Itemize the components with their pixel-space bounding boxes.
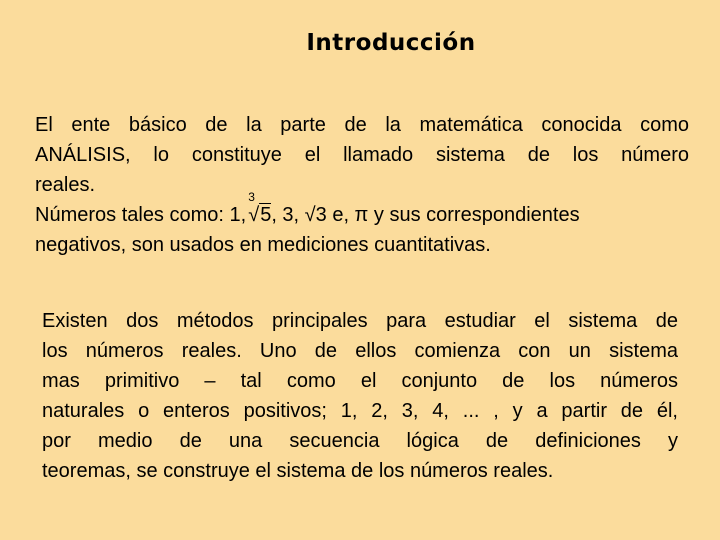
cube-root-5 — [248, 190, 272, 230]
paragraph-line: mas primitivo – tal como el conjunto de los números — [42, 370, 678, 392]
slide-title: Introducción — [306, 30, 476, 56]
methods-paragraph — [42, 306, 678, 486]
paragraph-line: teoremas, se construye el sistema de los números reales. — [42, 460, 554, 482]
paragraph-line: los números reales. Uno de ellos comienza con un sistema — [42, 340, 678, 362]
cube-root-index: 3 — [248, 190, 255, 204]
numbers-suffix: , 3, √3 e, π y sus correspondientes — [271, 204, 580, 226]
radical-sign: √ — [248, 204, 260, 226]
cube-root-radicand: 5 — [260, 204, 272, 226]
intro-paragraph — [35, 110, 689, 260]
paragraph-line: ANÁLISIS, lo constituye el llamado sistema de los número — [35, 144, 689, 166]
paragraph-line-numbers — [35, 190, 689, 230]
numbers-prefix: Números tales como: 1, — [35, 204, 247, 226]
paragraph-line: El ente básico de la parte de la matemática conocida como — [35, 114, 689, 136]
paragraph-line: Existen dos métodos principales para estudiar el sistema de — [42, 310, 678, 332]
paragraph-line: por medio de una secuencia lógica de definiciones y — [42, 430, 678, 452]
paragraph-line: naturales o enteros positivos; 1, 2, 3, 4, ... , y a partir de él, — [42, 400, 678, 422]
paragraph-line: reales. — [35, 174, 96, 196]
paragraph-line: negativos, son usados en mediciones cuantitativas. — [35, 234, 491, 256]
